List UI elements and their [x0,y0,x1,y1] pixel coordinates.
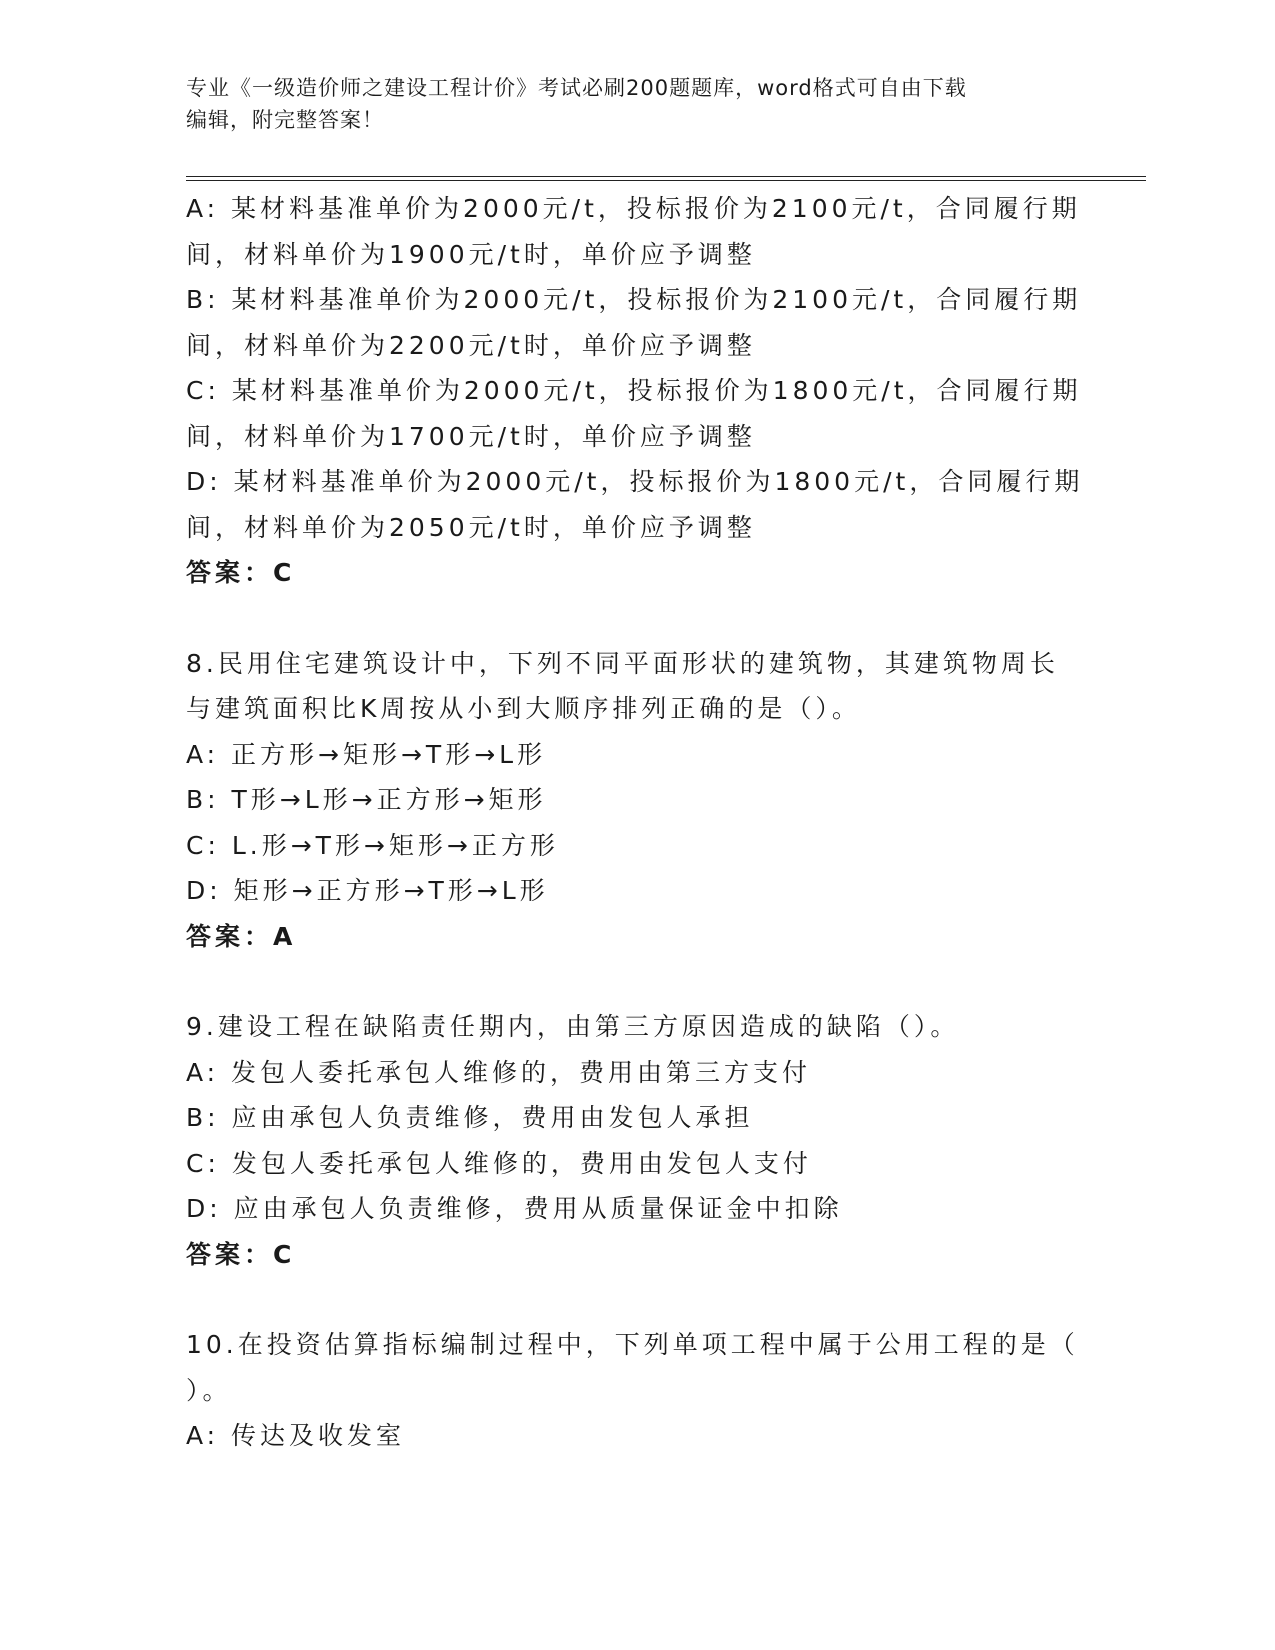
option-line: B: 某材料基准单价为2000元/t，投标报价为2100元/t，合同履行期 [186,285,1082,314]
question-line: ）。 [186,1375,232,1405]
question-block-9 [186,1004,1086,1277]
answer-line: 答案：C [186,1239,296,1269]
header-divider [186,176,1146,177]
option-line: A: 某材料基准单价为2000元/t，投标报价为2100元/t，合同履行期 [186,194,1081,223]
option-line: B: 应由承包人负责维修，费用由发包人承担 [186,1103,754,1132]
spacer [186,1277,1086,1322]
question-line: 与建筑面积比K周按从小到大顺序排列正确的是（）。 [186,694,861,723]
option-line: C: 某材料基准单价为2000元/t，投标报价为1800元/t，合同履行期 [186,376,1082,405]
question-list [186,186,1086,1459]
option-line: 间，材料单价为2200元/t时，单价应予调整 [186,330,756,360]
option-line: A: 传达及收发室 [186,1421,406,1450]
option-line: C: 发包人委托承包人维修的，费用由发包人支付 [186,1148,812,1178]
question-block-8 [186,641,1086,960]
document-header [186,72,1066,136]
spacer [186,959,1086,1004]
option-line: 间，材料单价为1900元/t时，单价应予调整 [186,239,756,269]
answer-line: 答案：A [186,921,297,951]
question-line: 10.在投资估算指标编制过程中，下列单项工程中属于公用工程的是（ [186,1330,1079,1359]
header-line: 专业《一级造价师之建设工程计价》考试必刷200题题库，word格式可自由下载 [186,76,967,100]
option-line: D: 应由承包人负责维修，费用从质量保证金中扣除 [186,1194,843,1223]
question-line: 9.建设工程在缺陷责任期内，由第三方原因造成的缺陷（）。 [186,1012,960,1041]
option-line: D: 矩形→正方形→T形→L形 [186,876,549,905]
option-line: 间，材料单价为1700元/t时，单价应予调整 [186,421,756,451]
question-block-10 [186,1322,1086,1459]
option-line: A: 发包人委托承包人维修的，费用由第三方支付 [186,1057,812,1087]
header-divider [186,180,1146,181]
answer-line: 答案：C [186,558,296,587]
option-line: A: 正方形→矩形→T形→L形 [186,739,547,769]
option-line: D: 某材料基准单价为2000元/t，投标报价为1800元/t，合同履行期 [186,467,1084,496]
question-block-7 [186,186,1086,596]
option-line: C: L.形→T形→矩形→正方形 [186,830,559,860]
spacer [186,596,1086,641]
option-line: B: T形→L形→正方形→矩形 [186,785,547,814]
option-line: 间，材料单价为2050元/t时，单价应予调整 [186,512,756,542]
header-line: 编辑，附完整答案！ [186,108,384,132]
question-line: 8.民用住宅建筑设计中，下列不同平面形状的建筑物，其建筑物周长 [186,648,1059,678]
